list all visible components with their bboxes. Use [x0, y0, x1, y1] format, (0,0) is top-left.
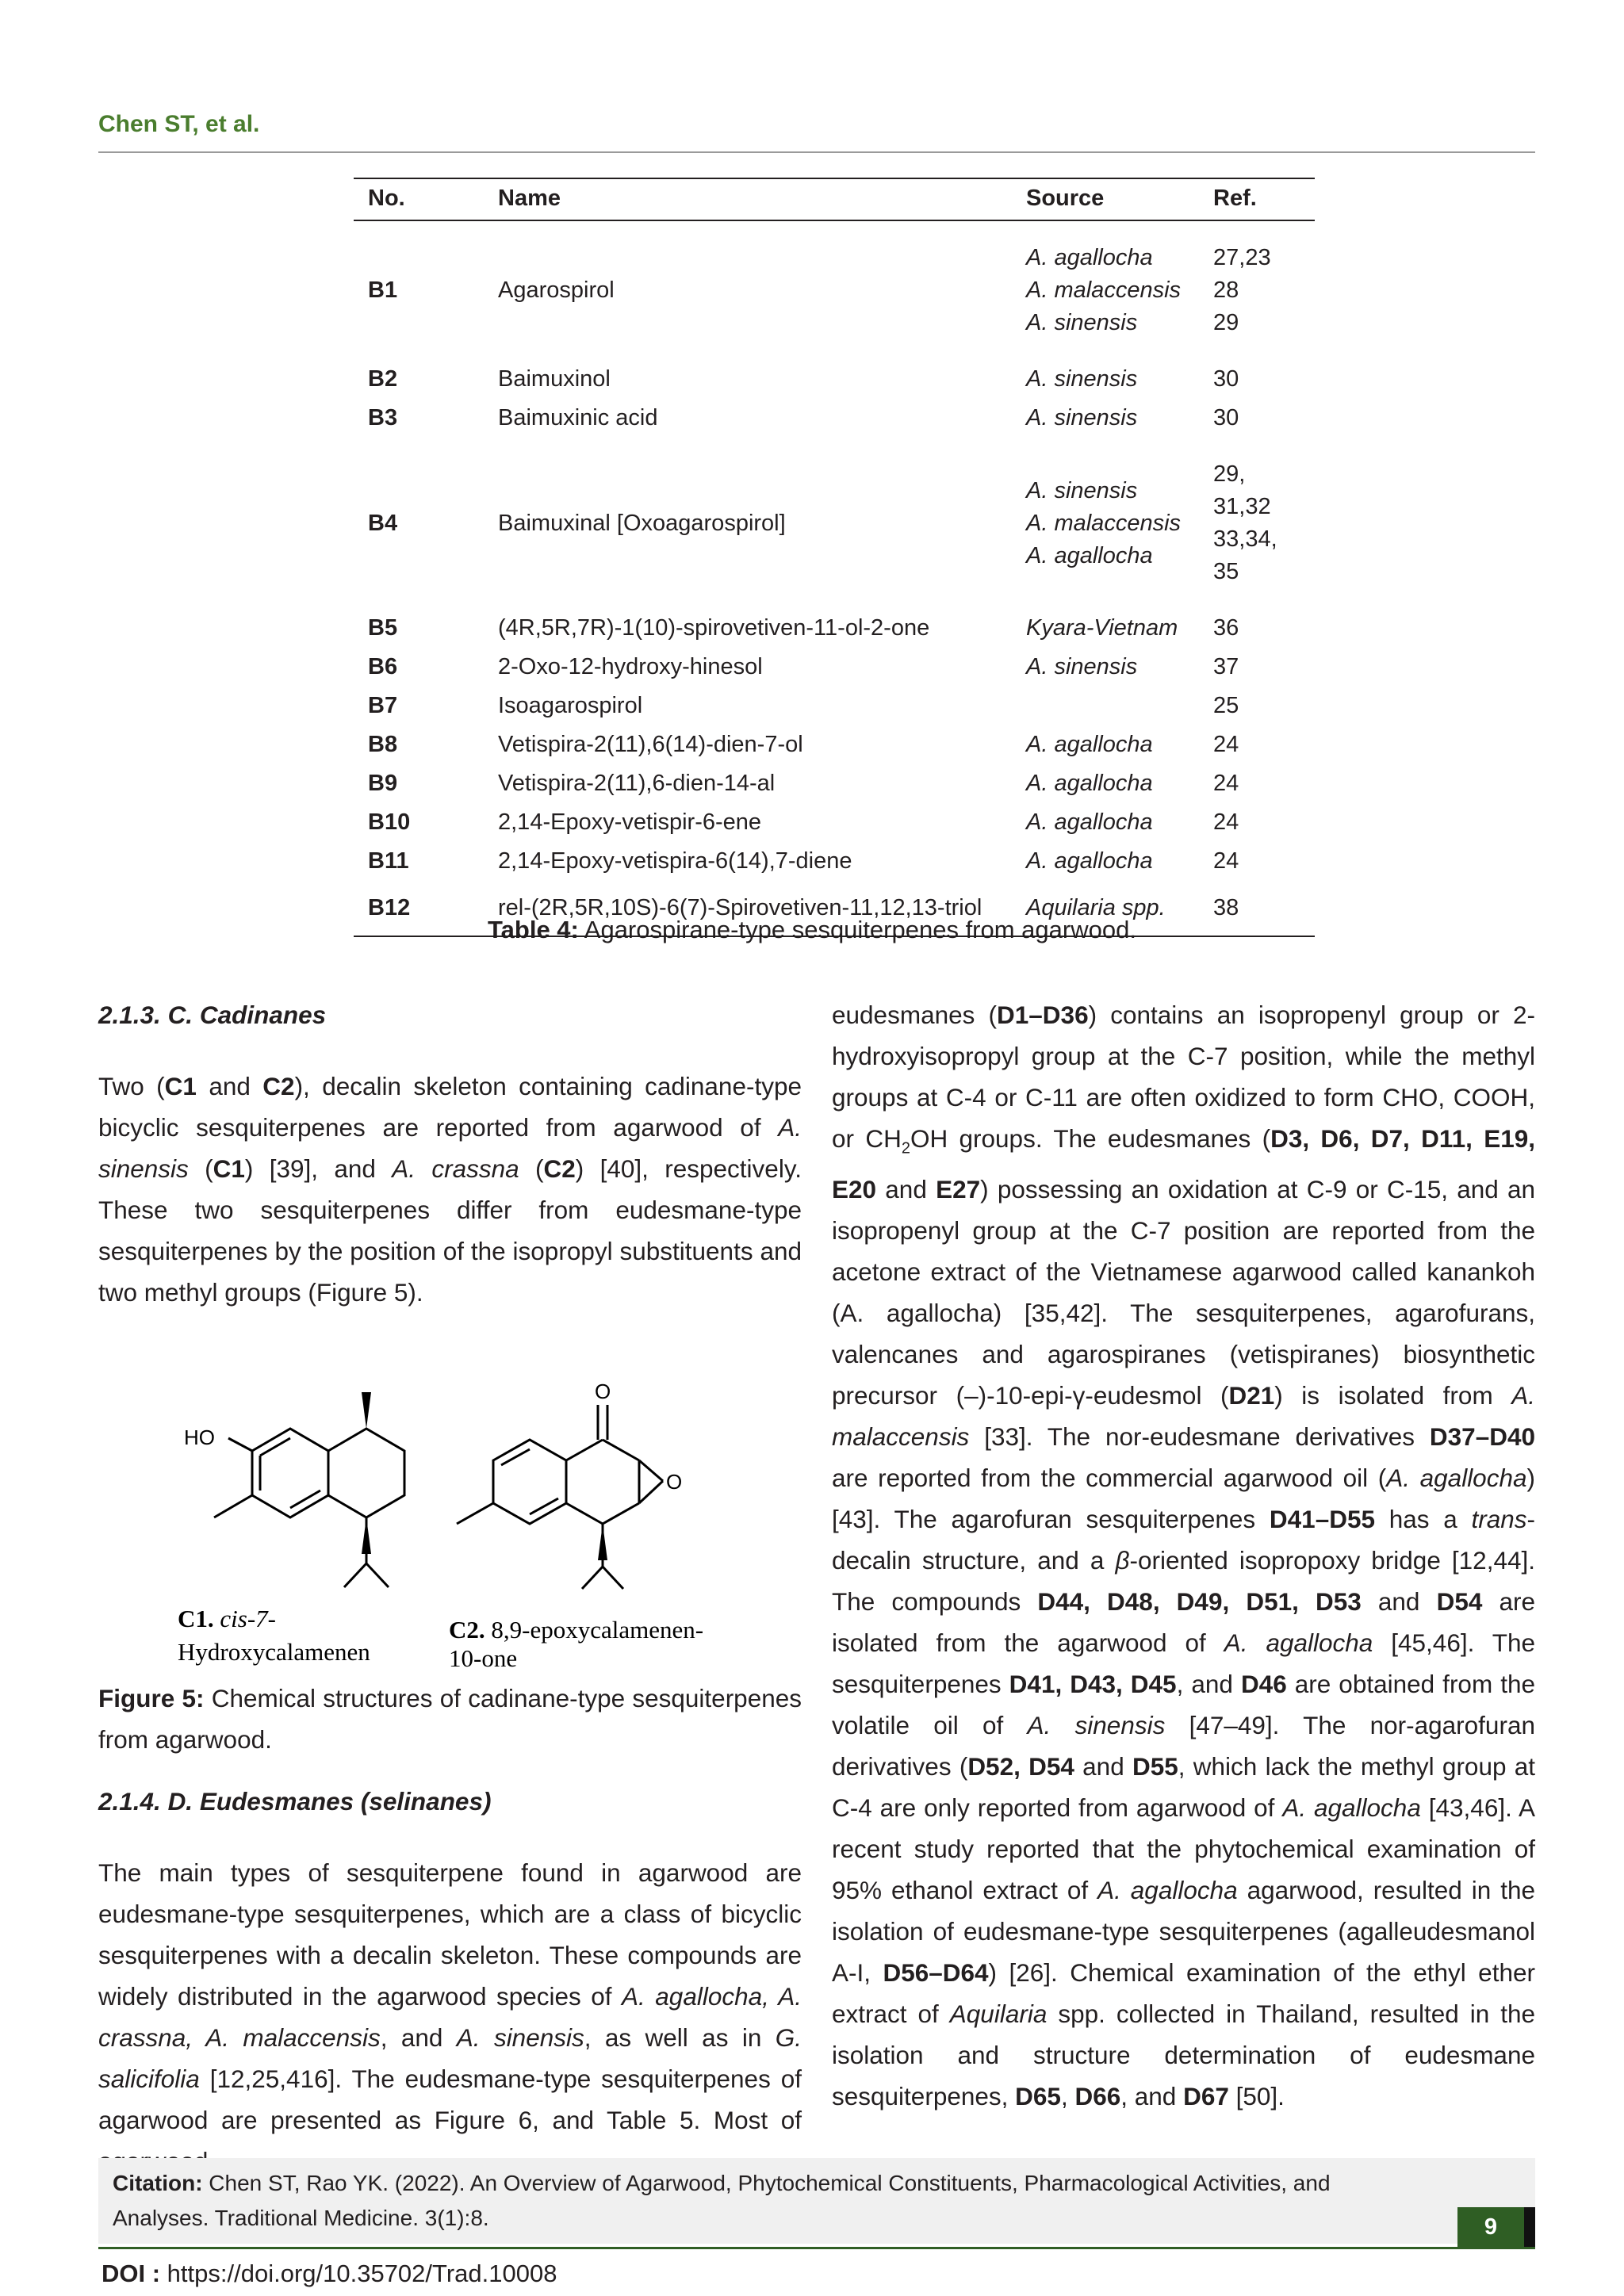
cell-no: B12 [354, 881, 484, 936]
source-entry: A. agallocha [1026, 245, 1153, 270]
paragraph-eudesmanes: The main types of sesquiterpene found in agarwood are eudesmane-type sesquiterpenes, which are a class of bicyclic sesquiterpenes with a decalin skeleton. These compounds are widely distributed in the agarwood species of A. agallocha, A. crassna, A. malaccensis, and A. sinensis, as well as in G. salicifolia [12,25,416]. The eudesmane-type sesquiterpenes of agarwood are presented as Figure 6, and Table 5. Most of [98, 1858, 802, 2134]
cell-name: 2,14-Epoxy-vetispir-6-ene [498, 809, 762, 835]
source-entry: A. agallocha [1026, 732, 1153, 757]
c1-atom-ho: HO [184, 1425, 215, 1449]
cell-name: rel-(2R,5R,10S)-6(7)-Spirovetiven-11,12,13-triol [484, 881, 1012, 936]
cell-source [1012, 399, 1199, 438]
cell-name: Vetispira-2(11),6-dien-14-al [498, 771, 776, 796]
cell-name: Vetispira-2(11),6(14)-dien-7-ol [498, 732, 803, 757]
cell-source [1012, 842, 1199, 881]
heading-cadinanes: 2.1.3. C. Cadinanes [98, 1001, 327, 1029]
cell-no: B2 [368, 366, 398, 392]
cell-no: B6 [368, 654, 398, 679]
cell-ref [1199, 842, 1315, 881]
ref-entry: 24 [1213, 848, 1239, 874]
cell-name: Baimuxinol [498, 366, 611, 392]
right-column [832, 994, 1535, 2117]
source-entry: A. agallocha [1026, 848, 1153, 874]
left-column [98, 994, 802, 2182]
cell-no: B10 [368, 809, 411, 835]
doi-label: DOI : [102, 2260, 161, 2287]
cell-source [1012, 803, 1199, 842]
source-entry: A. sinensis [1026, 366, 1138, 392]
cell-ref [1199, 803, 1315, 842]
citation-body: Chen ST, Rao YK. (2022). An Overview of Agarwood, Phytochemical Constituents, Pharmacological Activities, and Analyses. Traditional Medicine. 3(1):8. [113, 2171, 1331, 2230]
ref-entry: 30 [1213, 366, 1239, 392]
table-row [354, 687, 1315, 725]
figure-5-structures [98, 1345, 802, 1678]
figure-5-caption [98, 1678, 802, 1760]
cell-no: B7 [368, 693, 398, 718]
col-header-ref: Ref. [1199, 178, 1315, 220]
table-caption-text: Agarospirane-type sesquiterpenes from agarwood. [578, 916, 1136, 943]
doi-link[interactable]: https://doi.org/10.35702/Trad.10008 [160, 2260, 557, 2287]
col-header-no: No. [354, 178, 484, 220]
table-row [354, 360, 1315, 399]
cell-name: 2,14-Epoxy-vetispira-6(14),7-diene [498, 848, 852, 874]
cell-no: B4 [368, 510, 398, 536]
source-entry: A. malaccensis [1026, 277, 1182, 303]
cell-ref [1199, 687, 1315, 725]
c1-label-rest: cis-7- [213, 1605, 276, 1632]
cell-name: Baimuxinic acid [498, 405, 658, 430]
cell-source [1012, 764, 1199, 803]
source-entry: A. malaccensis [1026, 510, 1182, 536]
table-caption [0, 916, 1624, 944]
ref-entry: 24 [1213, 732, 1239, 757]
col-header-source: Source [1012, 178, 1199, 220]
c1-label [178, 1605, 276, 1632]
c2-atom-o-top: O [595, 1380, 611, 1403]
figure-5-caption-text: Chemical structures of cadinane-type sesquiterpenes from agarwood. [98, 1684, 802, 1754]
table-row [354, 220, 1315, 360]
cell-source [1012, 609, 1199, 648]
cell-ref [1199, 725, 1315, 764]
ref-entry: 38 [1213, 895, 1239, 920]
source-entry: Kyara-Vietnam [1026, 615, 1178, 641]
table-row [354, 725, 1315, 764]
cell-source [1012, 648, 1199, 687]
cell-no: B9 [368, 771, 398, 796]
c2-label-rest: 8,9-epoxycalamenen- [485, 1616, 704, 1644]
cell-source [1012, 220, 1199, 360]
c2-label-line2: 10-one [449, 1644, 518, 1672]
c2-label [449, 1616, 703, 1644]
page-number-box [1457, 2207, 1535, 2247]
ref-entry: 37 [1213, 654, 1239, 679]
c2-atom-o-epoxide: O [666, 1470, 683, 1494]
figure-5-caption-label: Figure 5: [98, 1684, 205, 1712]
table-row [354, 609, 1315, 648]
source-entry: A. agallocha [1026, 809, 1153, 835]
cell-ref [1199, 648, 1315, 687]
cell-ref [1199, 399, 1315, 438]
ref-entry: 29, 31,32 [1213, 461, 1271, 519]
citation-label: Citation: [113, 2171, 203, 2195]
cell-source [1012, 438, 1199, 609]
ref-entry: 27,23 [1213, 245, 1271, 270]
ref-entry: 36 [1213, 615, 1239, 641]
ref-entry: 28 [1213, 277, 1239, 303]
cell-name: Agarospirol [498, 277, 615, 303]
cell-source [1012, 725, 1199, 764]
ref-entry: 33,34, 35 [1213, 526, 1277, 584]
table-row [354, 842, 1315, 881]
table-row [354, 803, 1315, 842]
cell-no: B3 [368, 405, 398, 430]
footer-rule [98, 2247, 1535, 2249]
table-row [354, 648, 1315, 687]
ref-entry: 29 [1213, 310, 1239, 335]
source-entry: A. agallocha [1026, 771, 1153, 796]
cell-name: Isoagarospirol [498, 693, 643, 718]
heading-eudesmanes: 2.1.4. D. Eudesmanes (selinanes) [98, 1787, 492, 1816]
cell-no: B5 [368, 615, 398, 641]
cell-name: (4R,5R,7R)-1(10)-spirovetiven-11-ol-2-one [498, 615, 930, 641]
cell-ref [1199, 438, 1315, 609]
page-box-accent [1524, 2207, 1535, 2247]
cell-ref [1199, 220, 1315, 360]
doi-line [102, 2260, 557, 2288]
table-header-row [354, 178, 1315, 220]
cell-no: B8 [368, 732, 398, 757]
c1-label-line2: Hydroxycalamenen [178, 1638, 370, 1666]
page-number: 9 [1484, 2214, 1498, 2240]
cell-source [1012, 360, 1199, 399]
cell-no: B11 [368, 848, 409, 874]
source-entry [1026, 690, 1185, 722]
paragraph-cadinanes: Two (C1 and C2), decalin skeleton containing cadinane-type bicyclic sesquiterpenes are reported from agarwood of A. sinensis (C1) [39], and A. crassna (C2) [40], respectively. These two sesquiterpenes differ from eudesmane-type sesquiterpenes by the position of the isopropyl substituents and two methyl groups (Figure 5). [98, 1072, 802, 1307]
ref-entry: 24 [1213, 771, 1239, 796]
citation-box [98, 2158, 1535, 2244]
citation-text [113, 2166, 1429, 2236]
ref-entry: 30 [1213, 405, 1239, 430]
agarospirane-table [354, 178, 1315, 937]
source-entry: A. agallocha [1026, 542, 1153, 568]
ref-entry: 25 [1213, 693, 1239, 718]
cell-ref [1199, 764, 1315, 803]
table-body [354, 220, 1315, 936]
source-entry: A. sinensis [1026, 310, 1138, 335]
paragraph-right: eudesmanes (D1–D36) contains an isopropenyl group or 2-hydroxyisopropyl group at the C-7 position, while the methyl groups at C-4 or C-11 are often oxidized to form CHO, COOH, or $CH_2OH$ groups. The eudesmanes (D3, D6, D7, D11, E19, E20 and E27) possessing an oxidation at C-9 or C-15, and an isopropenyl group at the C-7 position are reported from the acetone extract of the Vietnamese agarwood called kanankoh (A. agallocha) [35,42]. The sesquiterpenes, agarofurans, valencanes and agarospiranes (vetispiranes) biosynthetic precursor (–)-10-epi-γ-eudesmol (D21) is isolated from A. malaccensis [33]. The nor-eudesmane derivatives D37–D40 are reported from the commercial agarwood oil (A. agallocha) [43]. The agarofuran sesquiterpenes D41–D55 has a trans-decalin structure, and a β-oriented isopropoxy bridge [12,44]. The compounds D44, D48, D49, D51, D53 and D54 are isolated from the agarwood of A. agallocha [45,46]. The sesquiterpenes D41, D43, D45, and D46 are obtained from the volatile oil of A. sinensis [47–49]. The nor-agarofuran derivatives (D52, D54 and D55, which lack the methyl group at C-4 are only reported from agarwood of A. agallocha [43,46]. A recent study reported that the phytochemical examination of 95% ethanol extract of A. agallocha agarwood, resulted in the isolation of eudesmane-type sesquiterpenes (agalleudesmanol A-I, D56–D64) [26]. Chemical examination of the ethyl ether extract of Aquilaria spp. collected in Thailand, resulted in the isolation and structure determination of eudesmane sesquiterpenes, D65, D66, and D67 [50]. [832, 1001, 1536, 2111]
cell-source [1012, 687, 1199, 725]
c2-label-bold: C2. [449, 1616, 485, 1644]
cadinane-structures-svg [98, 1345, 802, 1678]
table-row [354, 399, 1315, 438]
c1-label-bold: C1. [178, 1605, 214, 1632]
cell-ref [1199, 360, 1315, 399]
header-author: Chen ST, et al. [98, 111, 260, 137]
cell-name: 2-Oxo-12-hydroxy-hinesol [498, 654, 763, 679]
cell-name: Baimuxinal [Oxoagarospirol] [498, 510, 786, 536]
source-entry: A. sinensis [1026, 654, 1138, 679]
table-row [354, 438, 1315, 609]
source-entry: A. sinensis [1026, 477, 1138, 503]
ref-entry: 24 [1213, 809, 1239, 835]
header-rule [98, 151, 1535, 153]
source-entry: A. sinensis [1026, 405, 1138, 430]
source-entry: Aquilaria spp. [1026, 895, 1166, 920]
table-row [354, 764, 1315, 803]
col-header-name: Name [484, 178, 1012, 220]
cell-no: B1 [368, 277, 398, 303]
cell-ref [1199, 609, 1315, 648]
table-caption-label: Table 4: [488, 916, 579, 943]
